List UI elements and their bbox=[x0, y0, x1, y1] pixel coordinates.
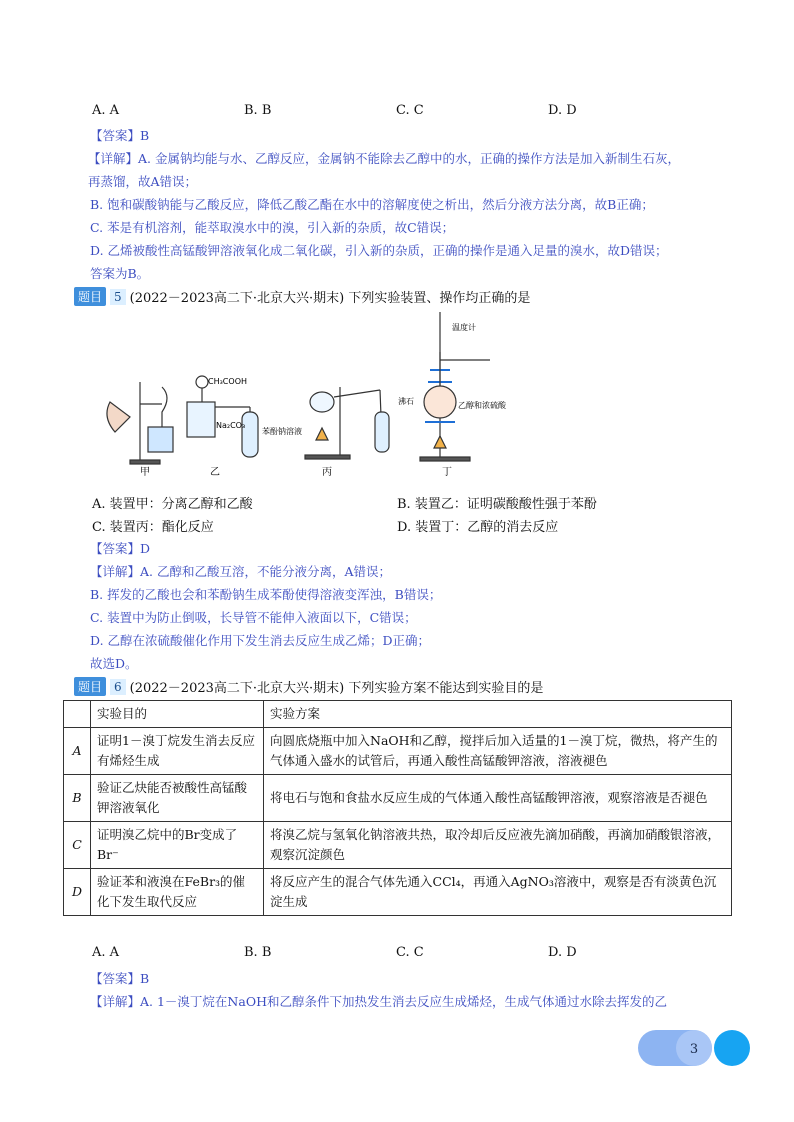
question-tag: 题目 bbox=[74, 287, 106, 306]
table-header-cell: 实验目的 bbox=[91, 701, 264, 728]
q6-option-c: C. C bbox=[396, 945, 424, 960]
q4-option-c: C. C bbox=[396, 103, 424, 118]
q6-option-a: A. A bbox=[92, 945, 120, 960]
row-goal: 验证乙炔能否被酸性高锰酸钾溶液氧化 bbox=[91, 775, 264, 822]
q5-detail-line: B. 挥发的乙酸也会和苯酚钠生成苯酚使得溶液变浑浊，B错误； bbox=[90, 587, 442, 602]
q4-detail-line: D. 乙烯被酸性高锰酸钾溶液氧化成二氧化碳，引入新的杂质，正确的操作是通入足量的溴水，故D错误； bbox=[90, 243, 668, 258]
page-number: 3 bbox=[689, 1042, 699, 1057]
table-row bbox=[64, 728, 732, 775]
apparatus-bing bbox=[305, 387, 389, 459]
q4-detail-line: 答案为B。 bbox=[90, 266, 150, 281]
row-label: D bbox=[64, 869, 91, 916]
label-ch3cooh: CH₃COOH bbox=[208, 377, 248, 386]
question-number: 6 bbox=[110, 679, 126, 695]
apparatus-jia bbox=[107, 382, 173, 464]
q6-header bbox=[74, 677, 543, 696]
table-header-cell: 实验方案 bbox=[264, 701, 732, 728]
q4-answer: 【答案】B bbox=[90, 128, 150, 143]
q5-detail-line: D. 乙醇在浓硫酸催化作用下发生消去反应生成乙烯；D正确； bbox=[90, 633, 431, 648]
q4-detail-line: B. 饱和碳酸钠能与乙酸反应，降低乙酸乙酯在水中的溶解度使之析出，然后分液方法分离，故B正确； bbox=[90, 197, 654, 212]
q6-answer-block bbox=[90, 967, 667, 1013]
question-number: 5 bbox=[110, 289, 126, 305]
page-number-badge bbox=[638, 1030, 750, 1066]
q4-option-d: D. D bbox=[548, 103, 577, 118]
row-plan: 将溴乙烷与氢氧化钠溶液共热，取冷却后反应液先滴加硝酸，再滴加硝酸银溶液，观察沉淀颜色 bbox=[264, 822, 732, 869]
row-goal: 证明1－溴丁烷发生消去反应有烯烃生成 bbox=[91, 728, 264, 775]
q5-title: (2022－2023高二下·北京大兴·期末) 下列实验装置、操作均正确的是 bbox=[129, 291, 531, 306]
q6-detail-line: 【详解】A. 1－溴丁烷在NaOH和乙醇条件下加热发生消去反应生成烯烃，生成气体通过水除去挥发的乙 bbox=[90, 994, 667, 1009]
label-bing: 丙 bbox=[322, 467, 332, 478]
label-na2co3: Na₂CO₃ bbox=[216, 421, 246, 430]
q5-answer: 【答案】D bbox=[90, 541, 151, 556]
q4-detail-line: C. 苯是有机溶剂，能萃取溴水中的溴，引入新的杂质，故C错误； bbox=[90, 220, 455, 235]
q5-answer-block bbox=[90, 537, 441, 675]
q4-detail-line: 【详解】A. 金属钠均能与水、乙醇反应，金属钠不能除去乙醇中的水，正确的操作方法是加入新制生石灰， bbox=[88, 151, 680, 166]
row-label: A bbox=[64, 728, 91, 775]
label-yi: 乙 bbox=[210, 467, 220, 478]
label-thermometer: 温度计 bbox=[452, 323, 476, 332]
row-label: B bbox=[64, 775, 91, 822]
row-plan: 将电石与饱和食盐水反应生成的气体通入酸性高锰酸钾溶液，观察溶液是否褪色 bbox=[264, 775, 732, 822]
q5-option-c: C. 装置丙：酯化反应 bbox=[92, 520, 214, 535]
row-goal: 证明溴乙烷中的Br变成了Br⁻ bbox=[91, 822, 264, 869]
q5-option-b: B. 装置乙：证明碳酸酸性强于苯酚 bbox=[397, 497, 597, 512]
q4-detail-line: 再蒸馏，故A错误； bbox=[88, 174, 198, 189]
q6-options bbox=[92, 945, 577, 960]
row-plan: 向圆底烧瓶中加入NaOH和乙醇，搅拌后加入适量的1－溴丁烷，微热，将产生的气体通入盛水的试管后，再通入酸性高锰酸钾溶液，溶液褪色 bbox=[264, 728, 732, 775]
q5-detail-line: 【详解】A. 乙醇和乙酸互溶，不能分液分离，A错误； bbox=[90, 564, 392, 579]
q4-options bbox=[92, 103, 577, 118]
table-header-cell bbox=[64, 701, 91, 728]
apparatus-yi bbox=[187, 376, 258, 457]
q5-option-d: D. 装置丁：乙醇的消去反应 bbox=[397, 520, 559, 535]
table-row bbox=[64, 869, 732, 916]
q4-option-a: A. A bbox=[92, 103, 120, 118]
q5-options bbox=[92, 493, 732, 535]
q5-header bbox=[74, 287, 530, 306]
label-jia: 甲 bbox=[140, 467, 150, 478]
q6-option-d: D. D bbox=[548, 945, 577, 960]
label-ethanol-acid: 乙醇和浓硫酸 bbox=[458, 401, 506, 410]
label-boiling-chip: 沸石 bbox=[398, 397, 414, 406]
table-header-row bbox=[64, 701, 732, 728]
table-row bbox=[64, 822, 732, 869]
q6-answer: 【答案】B bbox=[90, 971, 150, 986]
apparatus-figure bbox=[90, 312, 540, 480]
q5-option-a: A. 装置甲：分离乙醇和乙酸 bbox=[92, 497, 253, 512]
label-phenol: 苯酚钠溶液 bbox=[262, 427, 302, 436]
q4-option-b: B. B bbox=[244, 103, 272, 118]
label-ding: 丁 bbox=[442, 467, 452, 478]
q4-answer-block bbox=[90, 124, 680, 285]
apparatus-ding bbox=[420, 312, 490, 461]
q5-detail-line: 故选D。 bbox=[90, 656, 138, 671]
q5-detail-line: C. 装置中为防止倒吸，长导管不能伸入液面以下，C错误； bbox=[90, 610, 417, 625]
row-goal: 验证苯和液溴在FeBr₃的催化下发生取代反应 bbox=[91, 869, 264, 916]
row-plan: 将反应产生的混合气体先通入CCl₄，再通入AgNO₃溶液中，观察是否有淡黄色沉淀生成 bbox=[264, 869, 732, 916]
q6-option-b: B. B bbox=[244, 945, 272, 960]
question-tag: 题目 bbox=[74, 677, 106, 696]
experiment-table bbox=[63, 700, 732, 916]
table-row bbox=[64, 775, 732, 822]
q6-title: (2022－2023高二下·北京大兴·期末) 下列实验方案不能达到实验目的是 bbox=[129, 681, 544, 696]
row-label: C bbox=[64, 822, 91, 869]
